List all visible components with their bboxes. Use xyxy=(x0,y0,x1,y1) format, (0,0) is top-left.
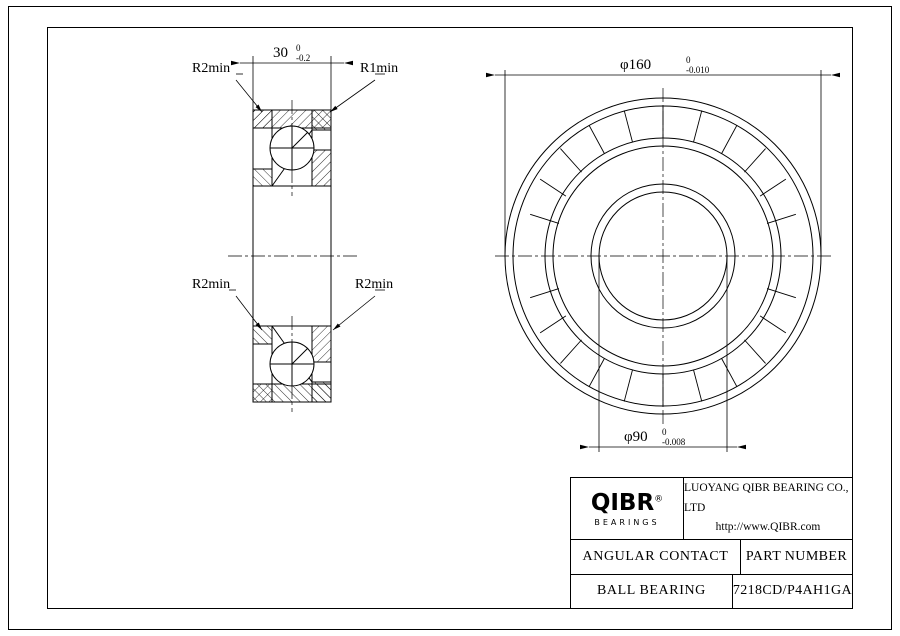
callout-r2min-bottom-left: R2min xyxy=(192,277,231,292)
dimension-bore-symbol: φ90 xyxy=(624,429,648,445)
dimension-bore-tol-upper: 0 xyxy=(662,427,667,437)
company-info xyxy=(684,478,852,539)
company-logo xyxy=(571,478,684,539)
logo-brand: QIBR xyxy=(590,490,655,516)
dimension-od-tol-upper: 0 xyxy=(686,55,691,65)
callout-r1min-top-right: R1min xyxy=(360,61,399,76)
callout-r2min-bottom-right: R2min xyxy=(355,277,394,292)
title-block-row-2 xyxy=(571,575,852,609)
part-number-value: 7218CD/P4AH1GA xyxy=(732,583,852,599)
logo-brand-text xyxy=(591,492,663,515)
title-block-row-1 xyxy=(571,540,852,574)
dimension-width-tol-lower: -0.2 xyxy=(296,53,311,63)
company-name: LUOYANG QIBR BEARING CO., LTD xyxy=(684,482,849,514)
dimension-od-symbol: φ160 xyxy=(620,57,652,73)
dimension-width-tol-upper: 0 xyxy=(296,43,301,53)
part-number-label: PART NUMBER xyxy=(745,548,848,564)
dimension-od-tol-lower: -0.010 xyxy=(686,65,710,75)
dimension-bore-tol-lower: -0.008 xyxy=(662,437,686,447)
product-type-line-2: BALL BEARING xyxy=(571,575,733,609)
dimension-width-value: 30 xyxy=(273,45,288,61)
title-block-header xyxy=(571,478,852,540)
title-block-body xyxy=(571,540,852,608)
title-block xyxy=(570,477,853,609)
product-type-line-1: ANGULAR CONTACT xyxy=(571,540,741,574)
callout-r2min-top-left: R2min xyxy=(192,61,231,76)
front-view-centerlines xyxy=(495,88,831,424)
logo-tagline: BEARINGS xyxy=(594,518,660,527)
company-website[interactable]: http://www.QIBR.com xyxy=(715,521,821,534)
logo-registered-mark: ® xyxy=(654,494,664,505)
